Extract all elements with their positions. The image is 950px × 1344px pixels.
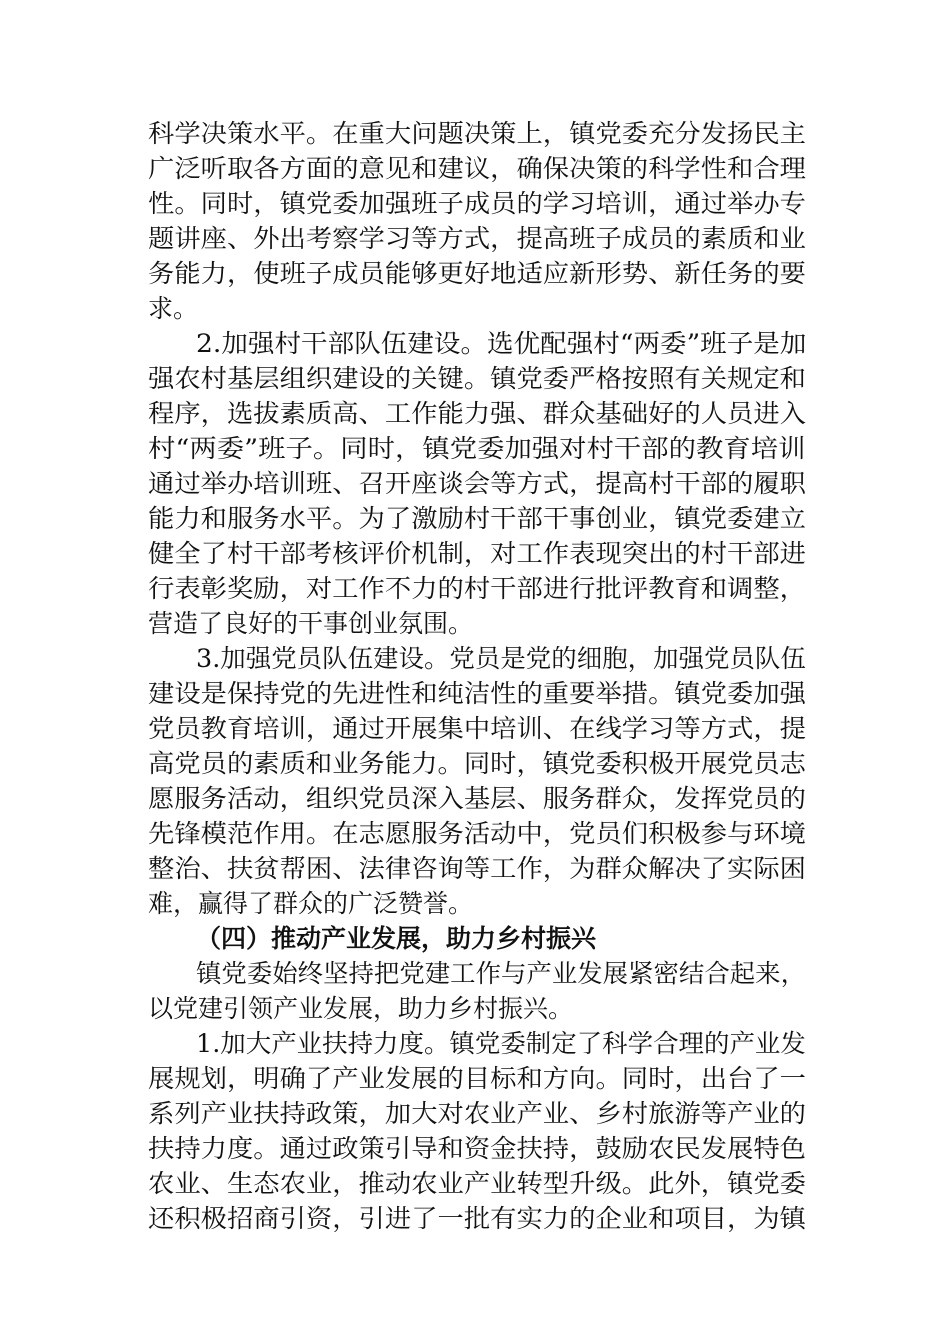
text-line: 整治、扶贫帮困、法律咨询等工作，为群众解决了实际困 [148, 854, 807, 883]
text-line: 求。 [148, 294, 199, 323]
text-line: 愿服务活动，组织党员深入基层、服务群众，发挥党员的 [148, 784, 807, 813]
text-line: 农业、生态农业，推动农业产业转型升级。此外，镇党委 [148, 1169, 807, 1198]
text-line: 村“两委”班子。同时，镇党委加强对村干部的教育培训 [148, 434, 806, 463]
text-line: 以党建引领产业发展，助力乡村振兴。 [148, 994, 574, 1023]
text-line: 强农村基层组织建设的关键。镇党委严格按照有关规定和 [148, 364, 807, 393]
text-line: 还积极招商引资，引进了一批有实力的企业和项目，为镇 [148, 1204, 807, 1233]
text-line: 务能力，使班子成员能够更好地适应新形势、新任务的要 [148, 259, 807, 288]
section-heading: （四）推动产业发展，助力乡村振兴 [196, 924, 597, 953]
text-line: 系列产业扶持政策，加大对农业产业、乡村旅游等产业的 [148, 1099, 807, 1128]
text-line: 1.加大产业扶持力度。镇党委制定了科学合理的产业发 [196, 1029, 806, 1058]
text-line: 程序，选拔素质高、工作能力强、群众基础好的人员进入 [148, 399, 807, 428]
text-line: 营造了良好的干事创业氛围。 [148, 609, 474, 638]
text-line: 难，赢得了群众的广泛赞誉。 [148, 889, 474, 918]
text-line: 性。同时，镇党委加强班子成员的学习培训，通过举办专 [148, 189, 807, 218]
text-line: 党员教育培训，通过开展集中培训、在线学习等方式，提 [148, 714, 807, 743]
text-line: 通过举办培训班、召开座谈会等方式，提高村干部的履职 [148, 469, 807, 498]
text-line: 镇党委始终坚持把党建工作与产业发展紧密结合起来， [196, 959, 807, 988]
text-line: 能力和服务水平。为了激励村干部干事创业，镇党委建立 [148, 504, 807, 533]
text-line: 高党员的素质和业务能力。同时，镇党委积极开展党员志 [148, 749, 807, 778]
text-line: 展规划，明确了产业发展的目标和方向。同时，出台了一 [148, 1064, 807, 1093]
text-line: 建设是保持党的先进性和纯洁性的重要举措。镇党委加强 [148, 679, 807, 708]
text-line: 先锋模范作用。在志愿服务活动中，党员们积极参与环境 [148, 819, 807, 848]
text-line: 2.加强村干部队伍建设。选优配强村“两委”班子是加 [196, 329, 807, 358]
text-line: 广泛听取各方面的意见和建议，确保决策的科学性和合理 [148, 154, 807, 183]
text-line: 3.加强党员队伍建设。党员是党的细胞，加强党员队伍 [196, 644, 806, 673]
text-line: 行表彰奖励，对工作不力的村干部进行批评教育和调整， [148, 574, 807, 603]
text-line: 健全了村干部考核评价机制，对工作表现突出的村干部进 [148, 539, 807, 568]
text-line: 扶持力度。通过政策引导和资金扶持，鼓励农民发展特色 [148, 1134, 807, 1163]
text-line: 科学决策水平。在重大问题决策上，镇党委充分发扬民主 [148, 119, 807, 148]
text-line: 题讲座、外出考察学习等方式，提高班子成员的素质和业 [148, 224, 807, 253]
